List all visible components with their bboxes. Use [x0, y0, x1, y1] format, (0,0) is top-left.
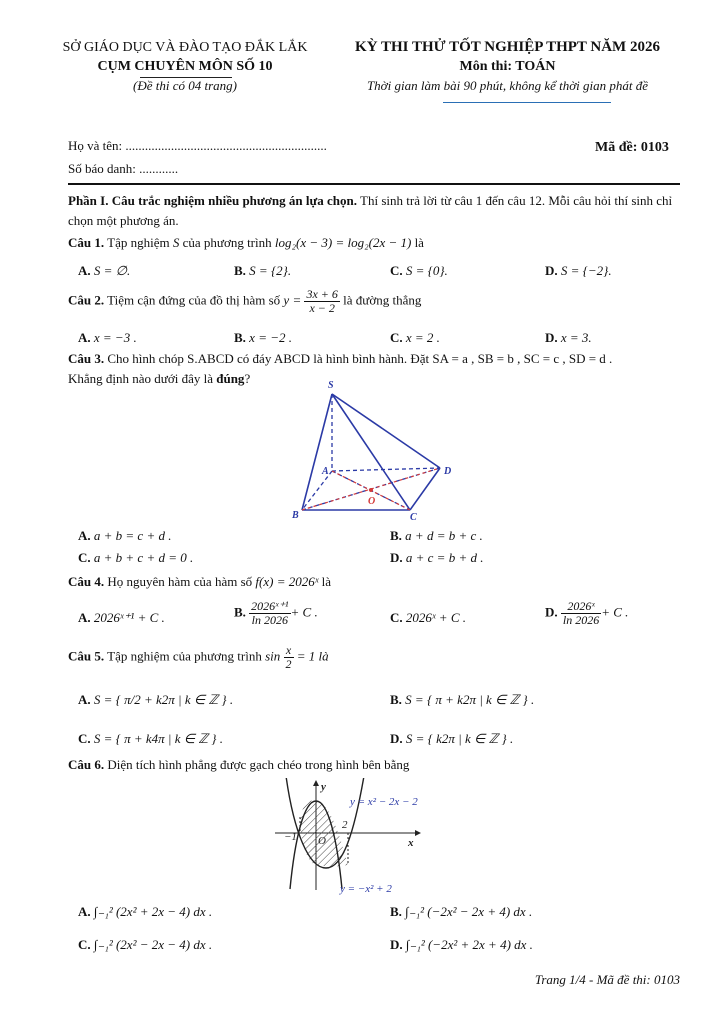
x-axis-label: x	[408, 837, 414, 849]
vertex-C: C	[410, 512, 417, 523]
q4-option-b[interactable]: B. $\frac{\text{2026ˣ⁺¹}}{\ln 2026}$ + C .	[234, 599, 318, 627]
question-1: Câu 1. Tập nghiệm S của phương trình log₂(x − 3) = log₂(2x − 1) là	[68, 235, 424, 250]
q4-expr: f(x) = 2026ˣ	[255, 574, 319, 589]
vertex-S: S	[328, 380, 334, 391]
q2-text: Tiệm cận đứng của đồ thị hàm số	[104, 292, 284, 308]
cluster-name: CỤM CHUYÊN MÔN SỐ 10	[97, 59, 273, 74]
vertex-A: A	[322, 466, 329, 477]
q1-text-a: Tập nghiệm	[104, 235, 173, 250]
q5-label: Câu 5.	[68, 648, 105, 664]
header-left	[40, 38, 330, 95]
tick-neg: −1	[284, 831, 297, 843]
q1-label: Câu 1.	[68, 235, 105, 250]
q2-tail: là đường thẳng	[339, 292, 422, 308]
q6-option-c[interactable]: C. ∫₋₁² (2x² − 2x − 4) dx .	[78, 937, 213, 952]
question-6	[68, 755, 409, 775]
q2-option-b[interactable]: B. x = −2 .	[234, 330, 292, 345]
question-4: Câu 4. Họ nguyên hàm của hàm số f(x) = 2026ˣ là	[68, 574, 332, 589]
exam-code: Mã đề: 0103	[595, 140, 669, 155]
q2-fraction: $\frac{3x + 6}{x - 2}$	[306, 287, 338, 315]
q5-option-a[interactable]: A. S = { π/2 + k2π | k ∈ ℤ } .	[78, 692, 234, 707]
question-2: Câu 2. Tiệm cận đứng của đồ thị hàm số y = $\frac{3x + 6}{x - 2}$ là đường thẳng	[68, 287, 422, 315]
q3-option-b[interactable]: B. a + d = b + c .	[390, 528, 483, 543]
edge-SD	[332, 394, 440, 468]
q6-option-d[interactable]: D. ∫₋₁² (−2x² + 2x + 4) dx .	[390, 937, 533, 952]
time-note: Thời gian làm bài 90 phút, không kể thời gian phát đề	[366, 78, 649, 93]
edge-SC	[332, 394, 410, 510]
candidate-id-line: Số báo danh: ............	[68, 161, 179, 176]
q4-option-d[interactable]: D. $\frac{\text{2026ˣ}}{\ln 2026}$ + C .	[545, 599, 629, 627]
q5-text: Tập nghiệm của phương trình	[104, 648, 266, 664]
page-footer: Trang 1/4 - Mã đề thi: 0103	[534, 972, 680, 987]
header-left-underline	[140, 77, 232, 78]
q6-text: Diện tích hình phẳng được gạch chéo trong hình bên bằng	[104, 757, 410, 772]
q1-expr: log₂(x − 3) = log₂(2x − 1)	[274, 235, 412, 250]
question-5: Câu 5. Tập nghiệm của phương trình sin $\frac{x}{2}$ = 1 là	[68, 643, 329, 671]
q4-option-c[interactable]: C. 2026ˣ + C .	[390, 610, 467, 625]
subject: Môn thi: TOÁN	[459, 59, 556, 74]
q1-option-b[interactable]: B. S = {2}.	[234, 263, 292, 278]
area-figure	[270, 778, 440, 898]
origin-label: O	[318, 835, 326, 847]
vertex-D: D	[444, 466, 452, 477]
y-axis-label: y	[321, 781, 326, 793]
curve1-label: y = x² − 2x − 2	[350, 796, 418, 808]
q2-option-c[interactable]: C. x = 2 .	[390, 330, 440, 345]
part1-title: Phần I. Câu trắc nghiệm nhiều phương án lựa chọn.	[68, 193, 358, 208]
header-right	[335, 38, 680, 95]
pyramid-figure	[290, 378, 460, 523]
vertex-B: B	[292, 510, 299, 521]
q3-text: Cho hình chóp S.ABCD có đáy ABCD là hình bình hành. Đặt SA = a , SB = b , SC = c , SD = d .	[104, 351, 613, 366]
q2-option-a[interactable]: A. x = −3 .	[78, 330, 137, 345]
header-right-underline	[443, 102, 611, 103]
pages-note: (Đề thi có 04 trang)	[133, 78, 237, 93]
q3-option-c[interactable]: C. a + b + c + d = 0 .	[78, 550, 194, 565]
q6-option-b[interactable]: B. ∫₋₁² (−2x² − 2x + 4) dx .	[390, 904, 533, 919]
q3-option-d[interactable]: D. a + c = b + d .	[390, 550, 484, 565]
q1-option-a[interactable]: A. S = ∅.	[78, 263, 131, 278]
q4-label: Câu 4.	[68, 574, 105, 589]
tick-pos: 2	[342, 819, 348, 831]
q3-option-a[interactable]: A. a + b = c + d .	[78, 528, 172, 543]
q6-option-a[interactable]: A. ∫₋₁² (2x² + 2x − 4) dx .	[78, 904, 213, 919]
q4-text: Họ nguyên hàm của hàm số	[104, 574, 256, 589]
candidate-name-line: Họ và tên: ..............................................................	[68, 138, 327, 153]
edge-SB	[302, 394, 332, 510]
q6-label: Câu 6.	[68, 757, 105, 772]
q1-text-b: của phương trình	[179, 235, 275, 250]
department-name: SỞ GIÁO DỤC VÀ ĐÀO TẠO ĐẮK LẮK	[62, 40, 308, 55]
point-O: O	[368, 496, 376, 507]
q5-option-d[interactable]: D. S = { k2π | k ∈ ℤ } .	[390, 731, 514, 746]
q4-option-a[interactable]: A. 2026ˣ⁺¹ + C .	[78, 610, 165, 625]
question-3: Câu 3. Cho hình chóp S.ABCD có đáy ABCD là hình bình hành. Đặt SA = a , SB = b , SC = c , SD = d . Khẳng định nào dưới đây là đúng?	[68, 351, 613, 386]
q1-option-c[interactable]: C. S = {0}.	[390, 263, 448, 278]
curve2-label: y = −x² + 2	[340, 883, 392, 895]
edge-CD	[410, 468, 440, 510]
edge-AD	[332, 468, 440, 471]
q3-label: Câu 3.	[68, 351, 105, 366]
header-rule	[68, 183, 680, 185]
part1-heading	[68, 191, 683, 231]
q2-label: Câu 2.	[68, 292, 105, 308]
exam-title: KỲ THI THỬ TỐT NGHIỆP THPT NĂM 2026	[355, 39, 660, 55]
q1-option-d[interactable]: D. S = {−2}.	[545, 263, 612, 278]
q1-text-c: là	[411, 235, 424, 250]
q5-option-b[interactable]: B. S = { π + k2π | k ∈ ℤ } .	[390, 692, 535, 707]
part1-instruction: Thí sinh trả lời từ câu 1 đến câu 12. Mỗi câu hỏi thí sinh chỉ chọn một phương án.	[68, 193, 673, 228]
q2-option-d[interactable]: D. x = 3.	[545, 330, 592, 345]
q5-option-c[interactable]: C. S = { π + k4π | k ∈ ℤ } .	[78, 731, 223, 746]
